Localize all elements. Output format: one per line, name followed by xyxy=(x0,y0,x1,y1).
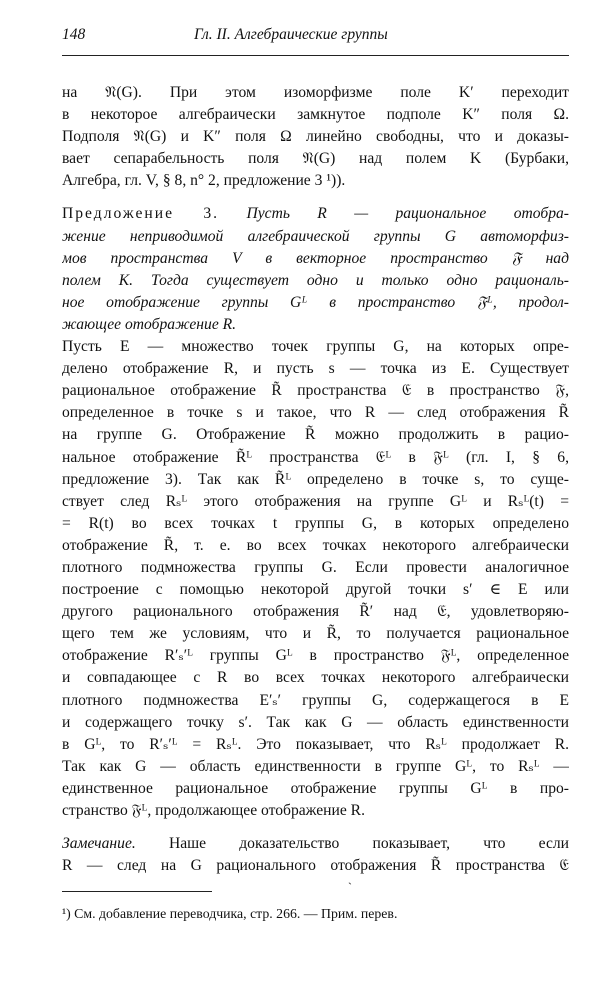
running-title: Гл. II. Алгебраические группы xyxy=(194,26,388,43)
proposition-line: мов пространства V в векторное пространство 𝔉 над xyxy=(62,249,569,267)
proof-line: = R(t) во всех точках t группы G, в которых определено xyxy=(62,514,569,532)
proof-line: рациональное отображение R̃ пространства 𝔈 в пространство 𝔉, xyxy=(62,382,569,400)
text-line: Подполя 𝔑(G) и K″ поля Ω линейно свободны, что и доказы- xyxy=(62,128,569,146)
text-line: вает сепарабельность поля 𝔑(G) над полем K (Бурбаки, xyxy=(62,150,569,168)
proposition-line: Предложение 3. Пусть R — рациональное отобра- xyxy=(62,205,569,223)
proof-line: странство 𝔉ᴸ, продолжающее отображение R. xyxy=(62,802,365,819)
proof-line: отображение R̃, т. е. во всех точках некоторого алгебраически xyxy=(62,536,569,554)
proof-line: на группе G. Отображение R̃ можно продолжить в рацио- xyxy=(62,426,569,444)
proposition-line: жающее отображение R. xyxy=(62,315,237,333)
proof-line: и содержащего точку s′. Так как G — область единственности xyxy=(62,713,569,731)
remark-line: R — след на G рационального отображения R̃ пространства 𝔈 xyxy=(62,857,569,875)
proof-line: единственное рациональное отображение группы Gᴸ в про- xyxy=(62,779,569,797)
proof-line: ствует след Rₛᴸ этого отображения на группе Gᴸ и Rₛᴸ(t) = xyxy=(62,492,569,510)
proof-line: Так как G — область единственности в группе Gᴸ, то Rₛᴸ — xyxy=(62,757,569,775)
footnote: ¹) См. добавление переводчика, стр. 266. — Прим. перев. xyxy=(62,906,398,922)
proof-line: делено отображение R, и пусть s — точка из E. Существует xyxy=(62,360,569,378)
proof-line: другого рационального отображения R̃′ над 𝔈, удовлетворяю- xyxy=(62,603,569,621)
page-header xyxy=(62,22,569,46)
proof-line: отображение R′ₛ′ᴸ группы Gᴸ в пространство 𝔉ᴸ, определенное xyxy=(62,647,569,665)
proposition-line: полем K. Тогда существует одно и только одно рациональ- xyxy=(62,271,569,289)
proof-line: и совпадающее с R во всех точках некоторого алгебраически xyxy=(62,669,569,687)
print-speck: ` xyxy=(348,880,352,894)
text-line: в некоторое алгебраически замкнутое подполе K″ поля Ω. xyxy=(62,106,569,124)
paragraph-gap xyxy=(62,192,569,203)
proof-line: нальное отображение R̃ᴸ пространства 𝔈ᴸ в 𝔉ᴸ (гл. I, § 6, xyxy=(62,448,569,466)
text-line: Алгебра, гл. V, § 8, n° 2, предложение 3 ¹)). xyxy=(62,172,346,190)
proof-line: предложение 3). Так как R̃ᴸ определено в точке s, то суще- xyxy=(62,470,569,488)
page-body xyxy=(62,82,569,924)
proof-line: Пусть E — множество точек группы G, на которых опре- xyxy=(62,338,569,356)
remark-heading: Замечание. xyxy=(62,835,136,853)
proof-line: построение с помощью некоторой другой точки s′ ∈ E или xyxy=(62,581,569,599)
page-number: 148 xyxy=(62,26,86,43)
footnote-rule xyxy=(62,891,212,892)
proposition-heading: Предложение 3. xyxy=(62,205,220,223)
proposition-line: жение неприводимой алгебраической группы G автоморфиз- xyxy=(62,227,569,245)
proof-line: плотного подмножества E′ₛ′ группы G, содержащегося в E xyxy=(62,691,569,709)
page xyxy=(62,22,569,922)
proposition-line: ное отображение группы Gᴸ в пространство 𝔉ᴸ, продол- xyxy=(62,293,569,311)
paragraph-gap xyxy=(62,822,569,833)
proof-line: в Gᴸ, то R′ₛ′ᴸ = Rₛᴸ. Это показывает, что Rₛᴸ продолжает R. xyxy=(62,735,569,753)
text-line: на 𝔑(G). При этом изоморфизме поле K′ переходит xyxy=(62,84,569,101)
proof-line: плотного подмножества группы G. Если провести аналогичное xyxy=(62,558,569,576)
remark-line: Замечание. Наше доказательство показывает, что если xyxy=(62,835,569,853)
proof-line: определенное в точке s и такое, что R — след отображения R̃ xyxy=(62,404,569,422)
header-rule xyxy=(62,55,569,56)
proof-line: щего тем же условиям, что и R̃, то получается рациональное xyxy=(62,625,569,643)
